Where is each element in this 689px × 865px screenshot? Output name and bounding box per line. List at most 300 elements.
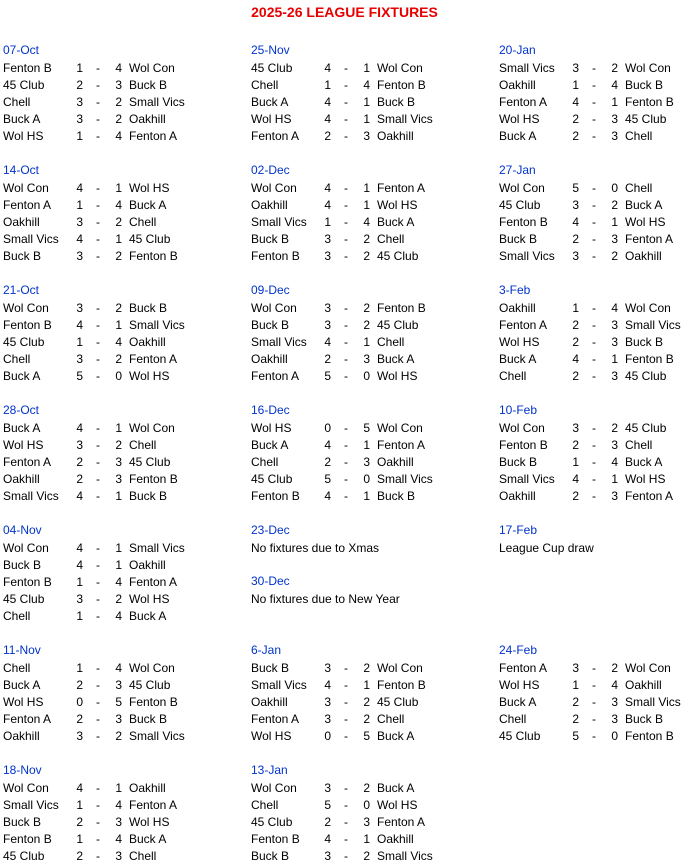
home-score: 3 bbox=[324, 781, 331, 795]
away-score: 2 bbox=[363, 781, 370, 795]
away-score: 3 bbox=[611, 712, 618, 726]
home-score: 4 bbox=[572, 215, 579, 229]
score-separator: - bbox=[344, 335, 348, 349]
home-team: Fenton A bbox=[3, 198, 52, 212]
away-team: Buck A bbox=[129, 609, 167, 623]
home-team: Chell bbox=[251, 78, 279, 92]
away-team: 45 Club bbox=[377, 695, 419, 709]
away-team: Fenton B bbox=[625, 95, 674, 109]
home-team: Oakhill bbox=[499, 489, 536, 503]
away-team: Chell bbox=[625, 129, 653, 143]
away-score: 4 bbox=[363, 215, 370, 229]
score-separator: - bbox=[96, 421, 100, 435]
score-separator: - bbox=[592, 695, 596, 709]
away-score: 4 bbox=[115, 575, 122, 589]
home-score: 2 bbox=[324, 129, 331, 143]
score-separator: - bbox=[96, 61, 100, 75]
week-date: 16-Dec bbox=[251, 403, 290, 417]
away-team: Wol Con bbox=[377, 61, 423, 75]
home-score: 4 bbox=[572, 95, 579, 109]
home-score: 5 bbox=[572, 729, 579, 743]
home-team: Wol HS bbox=[499, 112, 540, 126]
home-score: 4 bbox=[572, 352, 579, 366]
home-team: Buck A bbox=[3, 421, 41, 435]
score-separator: - bbox=[96, 438, 100, 452]
score-separator: - bbox=[344, 695, 348, 709]
score-separator: - bbox=[344, 849, 348, 863]
score-separator: - bbox=[592, 318, 596, 332]
week-date: 04-Nov bbox=[3, 523, 42, 537]
home-score: 1 bbox=[324, 215, 331, 229]
week-date: 17-Feb bbox=[499, 523, 538, 537]
home-team: Fenton B bbox=[499, 438, 548, 452]
away-score: 4 bbox=[115, 798, 122, 812]
away-score: 1 bbox=[115, 232, 122, 246]
home-team: Fenton A bbox=[499, 95, 548, 109]
score-separator: - bbox=[592, 215, 596, 229]
away-team: Oakhill bbox=[129, 781, 166, 795]
home-score: 3 bbox=[76, 215, 83, 229]
away-team: Small Vics bbox=[129, 95, 185, 109]
away-team: Small Vics bbox=[377, 472, 433, 486]
week-date: 02-Dec bbox=[251, 163, 290, 177]
away-team: Fenton A bbox=[129, 798, 178, 812]
home-score: 2 bbox=[572, 232, 579, 246]
score-separator: - bbox=[96, 489, 100, 503]
home-team: 45 Club bbox=[251, 815, 293, 829]
home-team: Buck A bbox=[3, 678, 41, 692]
score-separator: - bbox=[96, 78, 100, 92]
home-team: Buck B bbox=[251, 232, 290, 246]
no-fixtures-note: League Cup draw bbox=[499, 541, 594, 555]
home-score: 2 bbox=[572, 112, 579, 126]
away-team: Small Vics bbox=[129, 318, 185, 332]
away-team: Fenton B bbox=[377, 301, 426, 315]
score-separator: - bbox=[344, 472, 348, 486]
away-score: 5 bbox=[115, 695, 122, 709]
away-score: 3 bbox=[611, 335, 618, 349]
score-separator: - bbox=[592, 455, 596, 469]
away-team: Fenton A bbox=[129, 129, 178, 143]
home-team: Fenton A bbox=[251, 369, 300, 383]
away-team: Chell bbox=[625, 438, 653, 452]
week-date: 14-Oct bbox=[3, 163, 40, 177]
away-team: Fenton A bbox=[377, 815, 426, 829]
score-separator: - bbox=[96, 592, 100, 606]
score-separator: - bbox=[592, 181, 596, 195]
home-team: Chell bbox=[251, 455, 279, 469]
home-score: 0 bbox=[324, 421, 331, 435]
away-team: Oakhill bbox=[625, 678, 662, 692]
away-team: Fenton B bbox=[625, 729, 674, 743]
away-team: Wol HS bbox=[377, 369, 418, 383]
away-team: Small Vics bbox=[129, 729, 185, 743]
home-score: 3 bbox=[324, 249, 331, 263]
away-team: Small Vics bbox=[625, 318, 681, 332]
home-team: Buck B bbox=[251, 661, 290, 675]
score-separator: - bbox=[592, 112, 596, 126]
away-score: 1 bbox=[115, 421, 122, 435]
away-team: Buck B bbox=[129, 301, 168, 315]
away-team: Chell bbox=[377, 712, 405, 726]
score-separator: - bbox=[344, 729, 348, 743]
score-separator: - bbox=[96, 558, 100, 572]
home-team: Buck A bbox=[251, 95, 289, 109]
home-score: 1 bbox=[76, 61, 83, 75]
home-team: Wol Con bbox=[499, 181, 545, 195]
home-team: Wol HS bbox=[251, 421, 292, 435]
home-team: Fenton A bbox=[251, 712, 300, 726]
away-score: 4 bbox=[115, 832, 122, 846]
score-separator: - bbox=[96, 352, 100, 366]
score-separator: - bbox=[344, 832, 348, 846]
away-team: Buck A bbox=[625, 455, 663, 469]
away-team: Wol HS bbox=[377, 798, 418, 812]
away-score: 3 bbox=[115, 472, 122, 486]
away-team: Fenton A bbox=[377, 181, 426, 195]
away-score: 2 bbox=[115, 729, 122, 743]
away-score: 2 bbox=[363, 712, 370, 726]
home-score: 4 bbox=[76, 489, 83, 503]
score-separator: - bbox=[344, 661, 348, 675]
home-team: Wol HS bbox=[251, 112, 292, 126]
away-team: Oakhill bbox=[377, 455, 414, 469]
home-team: Wol Con bbox=[499, 421, 545, 435]
page-title: 2025-26 LEAGUE FIXTURES bbox=[251, 4, 438, 20]
away-team: Wol Con bbox=[129, 421, 175, 435]
score-separator: - bbox=[344, 781, 348, 795]
away-team: Chell bbox=[377, 232, 405, 246]
home-score: 3 bbox=[76, 249, 83, 263]
away-team: Oakhill bbox=[377, 129, 414, 143]
home-score: 1 bbox=[76, 832, 83, 846]
away-team: Oakhill bbox=[129, 112, 166, 126]
home-score: 3 bbox=[76, 95, 83, 109]
away-score: 0 bbox=[363, 472, 370, 486]
home-score: 1 bbox=[572, 78, 579, 92]
home-score: 4 bbox=[324, 61, 331, 75]
home-score: 1 bbox=[572, 301, 579, 315]
home-team: Small Vics bbox=[499, 249, 555, 263]
home-team: Buck B bbox=[499, 232, 538, 246]
home-team: Wol Con bbox=[3, 541, 49, 555]
home-score: 0 bbox=[76, 695, 83, 709]
week-date: 25-Nov bbox=[251, 43, 290, 57]
away-score: 1 bbox=[611, 95, 618, 109]
score-separator: - bbox=[96, 318, 100, 332]
score-separator: - bbox=[96, 249, 100, 263]
score-separator: - bbox=[592, 198, 596, 212]
away-score: 3 bbox=[363, 352, 370, 366]
away-score: 1 bbox=[115, 541, 122, 555]
away-team: Oakhill bbox=[377, 832, 414, 846]
home-team: Oakhill bbox=[251, 695, 288, 709]
away-score: 2 bbox=[363, 695, 370, 709]
score-separator: - bbox=[592, 369, 596, 383]
week-date: 07-Oct bbox=[3, 43, 40, 57]
away-team: Buck A bbox=[625, 198, 663, 212]
home-score: 3 bbox=[324, 301, 331, 315]
away-score: 1 bbox=[611, 352, 618, 366]
away-score: 3 bbox=[115, 678, 122, 692]
score-separator: - bbox=[592, 95, 596, 109]
away-score: 2 bbox=[611, 198, 618, 212]
away-score: 1 bbox=[363, 112, 370, 126]
home-score: 1 bbox=[76, 575, 83, 589]
away-score: 1 bbox=[115, 181, 122, 195]
home-score: 3 bbox=[324, 232, 331, 246]
home-score: 2 bbox=[76, 712, 83, 726]
home-team: Buck B bbox=[251, 849, 290, 863]
away-team: Chell bbox=[377, 335, 405, 349]
away-team: Chell bbox=[625, 181, 653, 195]
away-score: 2 bbox=[115, 301, 122, 315]
score-separator: - bbox=[592, 335, 596, 349]
score-separator: - bbox=[344, 369, 348, 383]
home-team: Buck A bbox=[499, 352, 537, 366]
away-score: 4 bbox=[115, 661, 122, 675]
home-team: Wol HS bbox=[3, 438, 44, 452]
away-team: Buck B bbox=[129, 489, 168, 503]
score-separator: - bbox=[592, 472, 596, 486]
away-team: Wol Con bbox=[625, 301, 671, 315]
away-team: Wol Con bbox=[129, 661, 175, 675]
away-team: Oakhill bbox=[625, 249, 662, 263]
home-score: 4 bbox=[324, 832, 331, 846]
home-team: Oakhill bbox=[3, 215, 40, 229]
away-score: 2 bbox=[363, 249, 370, 263]
away-score: 3 bbox=[115, 849, 122, 863]
away-team: Fenton A bbox=[625, 232, 674, 246]
home-score: 4 bbox=[324, 489, 331, 503]
home-score: 2 bbox=[572, 318, 579, 332]
away-score: 4 bbox=[611, 678, 618, 692]
away-team: Fenton A bbox=[129, 352, 178, 366]
home-score: 2 bbox=[76, 678, 83, 692]
away-team: 45 Club bbox=[129, 455, 171, 469]
home-score: 5 bbox=[324, 472, 331, 486]
away-score: 3 bbox=[611, 438, 618, 452]
home-score: 2 bbox=[324, 815, 331, 829]
score-separator: - bbox=[96, 609, 100, 623]
score-separator: - bbox=[592, 78, 596, 92]
home-team: Wol Con bbox=[251, 181, 297, 195]
score-separator: - bbox=[96, 849, 100, 863]
away-team: 45 Club bbox=[129, 232, 171, 246]
away-team: Buck A bbox=[129, 832, 167, 846]
home-score: 3 bbox=[324, 661, 331, 675]
away-team: Buck A bbox=[377, 781, 415, 795]
score-separator: - bbox=[344, 455, 348, 469]
score-separator: - bbox=[592, 129, 596, 143]
score-separator: - bbox=[96, 815, 100, 829]
away-score: 4 bbox=[611, 301, 618, 315]
away-score: 0 bbox=[611, 729, 618, 743]
home-score: 3 bbox=[76, 592, 83, 606]
home-score: 2 bbox=[76, 815, 83, 829]
away-score: 1 bbox=[363, 335, 370, 349]
away-score: 3 bbox=[611, 489, 618, 503]
home-team: Wol HS bbox=[499, 335, 540, 349]
home-team: Buck A bbox=[499, 129, 537, 143]
home-score: 3 bbox=[76, 729, 83, 743]
away-team: Wol HS bbox=[129, 592, 170, 606]
home-score: 1 bbox=[76, 129, 83, 143]
home-team: Small Vics bbox=[251, 215, 307, 229]
home-team: Small Vics bbox=[499, 61, 555, 75]
away-team: Fenton B bbox=[625, 352, 674, 366]
away-team: Wol Con bbox=[377, 661, 423, 675]
away-score: 2 bbox=[611, 61, 618, 75]
home-score: 1 bbox=[324, 78, 331, 92]
away-score: 3 bbox=[115, 712, 122, 726]
home-score: 2 bbox=[76, 472, 83, 486]
score-separator: - bbox=[592, 421, 596, 435]
score-separator: - bbox=[96, 678, 100, 692]
away-score: 1 bbox=[363, 198, 370, 212]
score-separator: - bbox=[344, 798, 348, 812]
away-team: Wol HS bbox=[625, 215, 666, 229]
away-score: 5 bbox=[363, 729, 370, 743]
away-score: 2 bbox=[115, 592, 122, 606]
score-separator: - bbox=[592, 232, 596, 246]
score-separator: - bbox=[344, 198, 348, 212]
home-score: 4 bbox=[324, 181, 331, 195]
away-score: 3 bbox=[115, 78, 122, 92]
home-score: 2 bbox=[572, 712, 579, 726]
home-score: 2 bbox=[324, 352, 331, 366]
score-separator: - bbox=[344, 489, 348, 503]
away-score: 4 bbox=[611, 455, 618, 469]
score-separator: - bbox=[96, 472, 100, 486]
away-team: Wol HS bbox=[129, 815, 170, 829]
score-separator: - bbox=[592, 61, 596, 75]
away-score: 1 bbox=[611, 215, 618, 229]
away-score: 1 bbox=[115, 781, 122, 795]
home-score: 0 bbox=[324, 729, 331, 743]
home-team: Chell bbox=[3, 661, 31, 675]
home-team: Wol Con bbox=[251, 781, 297, 795]
score-separator: - bbox=[344, 712, 348, 726]
week-date: 6-Jan bbox=[251, 643, 282, 657]
home-team: 45 Club bbox=[499, 198, 541, 212]
home-score: 4 bbox=[324, 112, 331, 126]
home-score: 3 bbox=[324, 849, 331, 863]
score-separator: - bbox=[96, 215, 100, 229]
score-separator: - bbox=[592, 712, 596, 726]
home-team: Chell bbox=[3, 609, 31, 623]
score-separator: - bbox=[592, 678, 596, 692]
score-separator: - bbox=[96, 129, 100, 143]
home-score: 4 bbox=[76, 421, 83, 435]
away-score: 4 bbox=[115, 129, 122, 143]
score-separator: - bbox=[344, 318, 348, 332]
away-team: 45 Club bbox=[377, 318, 419, 332]
away-score: 2 bbox=[363, 849, 370, 863]
away-team: Buck B bbox=[377, 489, 416, 503]
home-team: Buck A bbox=[251, 438, 289, 452]
home-score: 1 bbox=[76, 335, 83, 349]
away-score: 1 bbox=[115, 558, 122, 572]
away-score: 1 bbox=[115, 489, 122, 503]
home-score: 2 bbox=[76, 78, 83, 92]
score-separator: - bbox=[592, 438, 596, 452]
home-score: 4 bbox=[324, 95, 331, 109]
away-team: Buck B bbox=[625, 78, 664, 92]
home-score: 4 bbox=[76, 318, 83, 332]
home-score: 5 bbox=[324, 798, 331, 812]
home-score: 5 bbox=[76, 369, 83, 383]
home-score: 2 bbox=[572, 369, 579, 383]
away-team: Chell bbox=[129, 849, 157, 863]
away-score: 2 bbox=[611, 249, 618, 263]
week-date: 27-Jan bbox=[499, 163, 536, 177]
home-team: Buck B bbox=[3, 558, 42, 572]
away-team: Oakhill bbox=[129, 335, 166, 349]
home-team: Wol Con bbox=[251, 301, 297, 315]
score-separator: - bbox=[344, 112, 348, 126]
home-score: 3 bbox=[572, 421, 579, 435]
home-team: Wol HS bbox=[251, 729, 292, 743]
away-team: Fenton B bbox=[377, 78, 426, 92]
score-separator: - bbox=[344, 78, 348, 92]
home-team: Fenton B bbox=[251, 832, 300, 846]
score-separator: - bbox=[96, 335, 100, 349]
score-separator: - bbox=[592, 301, 596, 315]
away-team: Oakhill bbox=[129, 558, 166, 572]
home-score: 3 bbox=[324, 695, 331, 709]
score-separator: - bbox=[592, 249, 596, 263]
away-score: 3 bbox=[611, 129, 618, 143]
away-team: Small Vics bbox=[377, 849, 433, 863]
away-score: 5 bbox=[363, 421, 370, 435]
away-score: 1 bbox=[363, 832, 370, 846]
away-score: 1 bbox=[363, 438, 370, 452]
away-team: Buck A bbox=[377, 352, 415, 366]
away-team: 45 Club bbox=[625, 369, 667, 383]
home-score: 1 bbox=[76, 661, 83, 675]
home-score: 2 bbox=[76, 849, 83, 863]
home-team: Buck A bbox=[3, 112, 41, 126]
score-separator: - bbox=[344, 815, 348, 829]
home-team: Wol HS bbox=[3, 695, 44, 709]
home-team: Buck B bbox=[499, 455, 538, 469]
home-team: Oakhill bbox=[251, 352, 288, 366]
score-separator: - bbox=[96, 575, 100, 589]
home-team: 45 Club bbox=[251, 472, 293, 486]
home-team: Wol Con bbox=[3, 301, 49, 315]
away-score: 4 bbox=[115, 198, 122, 212]
score-separator: - bbox=[96, 95, 100, 109]
away-score: 2 bbox=[611, 661, 618, 675]
home-score: 3 bbox=[76, 301, 83, 315]
home-score: 1 bbox=[572, 455, 579, 469]
home-score: 2 bbox=[572, 438, 579, 452]
away-score: 4 bbox=[115, 335, 122, 349]
away-team: Buck A bbox=[377, 215, 415, 229]
week-date: 30-Dec bbox=[251, 574, 290, 588]
away-team: Fenton A bbox=[625, 489, 674, 503]
score-separator: - bbox=[96, 541, 100, 555]
score-separator: - bbox=[592, 489, 596, 503]
home-team: Wol HS bbox=[3, 129, 44, 143]
home-score: 4 bbox=[76, 541, 83, 555]
home-score: 2 bbox=[572, 695, 579, 709]
away-score: 2 bbox=[115, 112, 122, 126]
score-separator: - bbox=[96, 695, 100, 709]
home-team: Fenton B bbox=[3, 318, 52, 332]
home-team: Oakhill bbox=[3, 729, 40, 743]
